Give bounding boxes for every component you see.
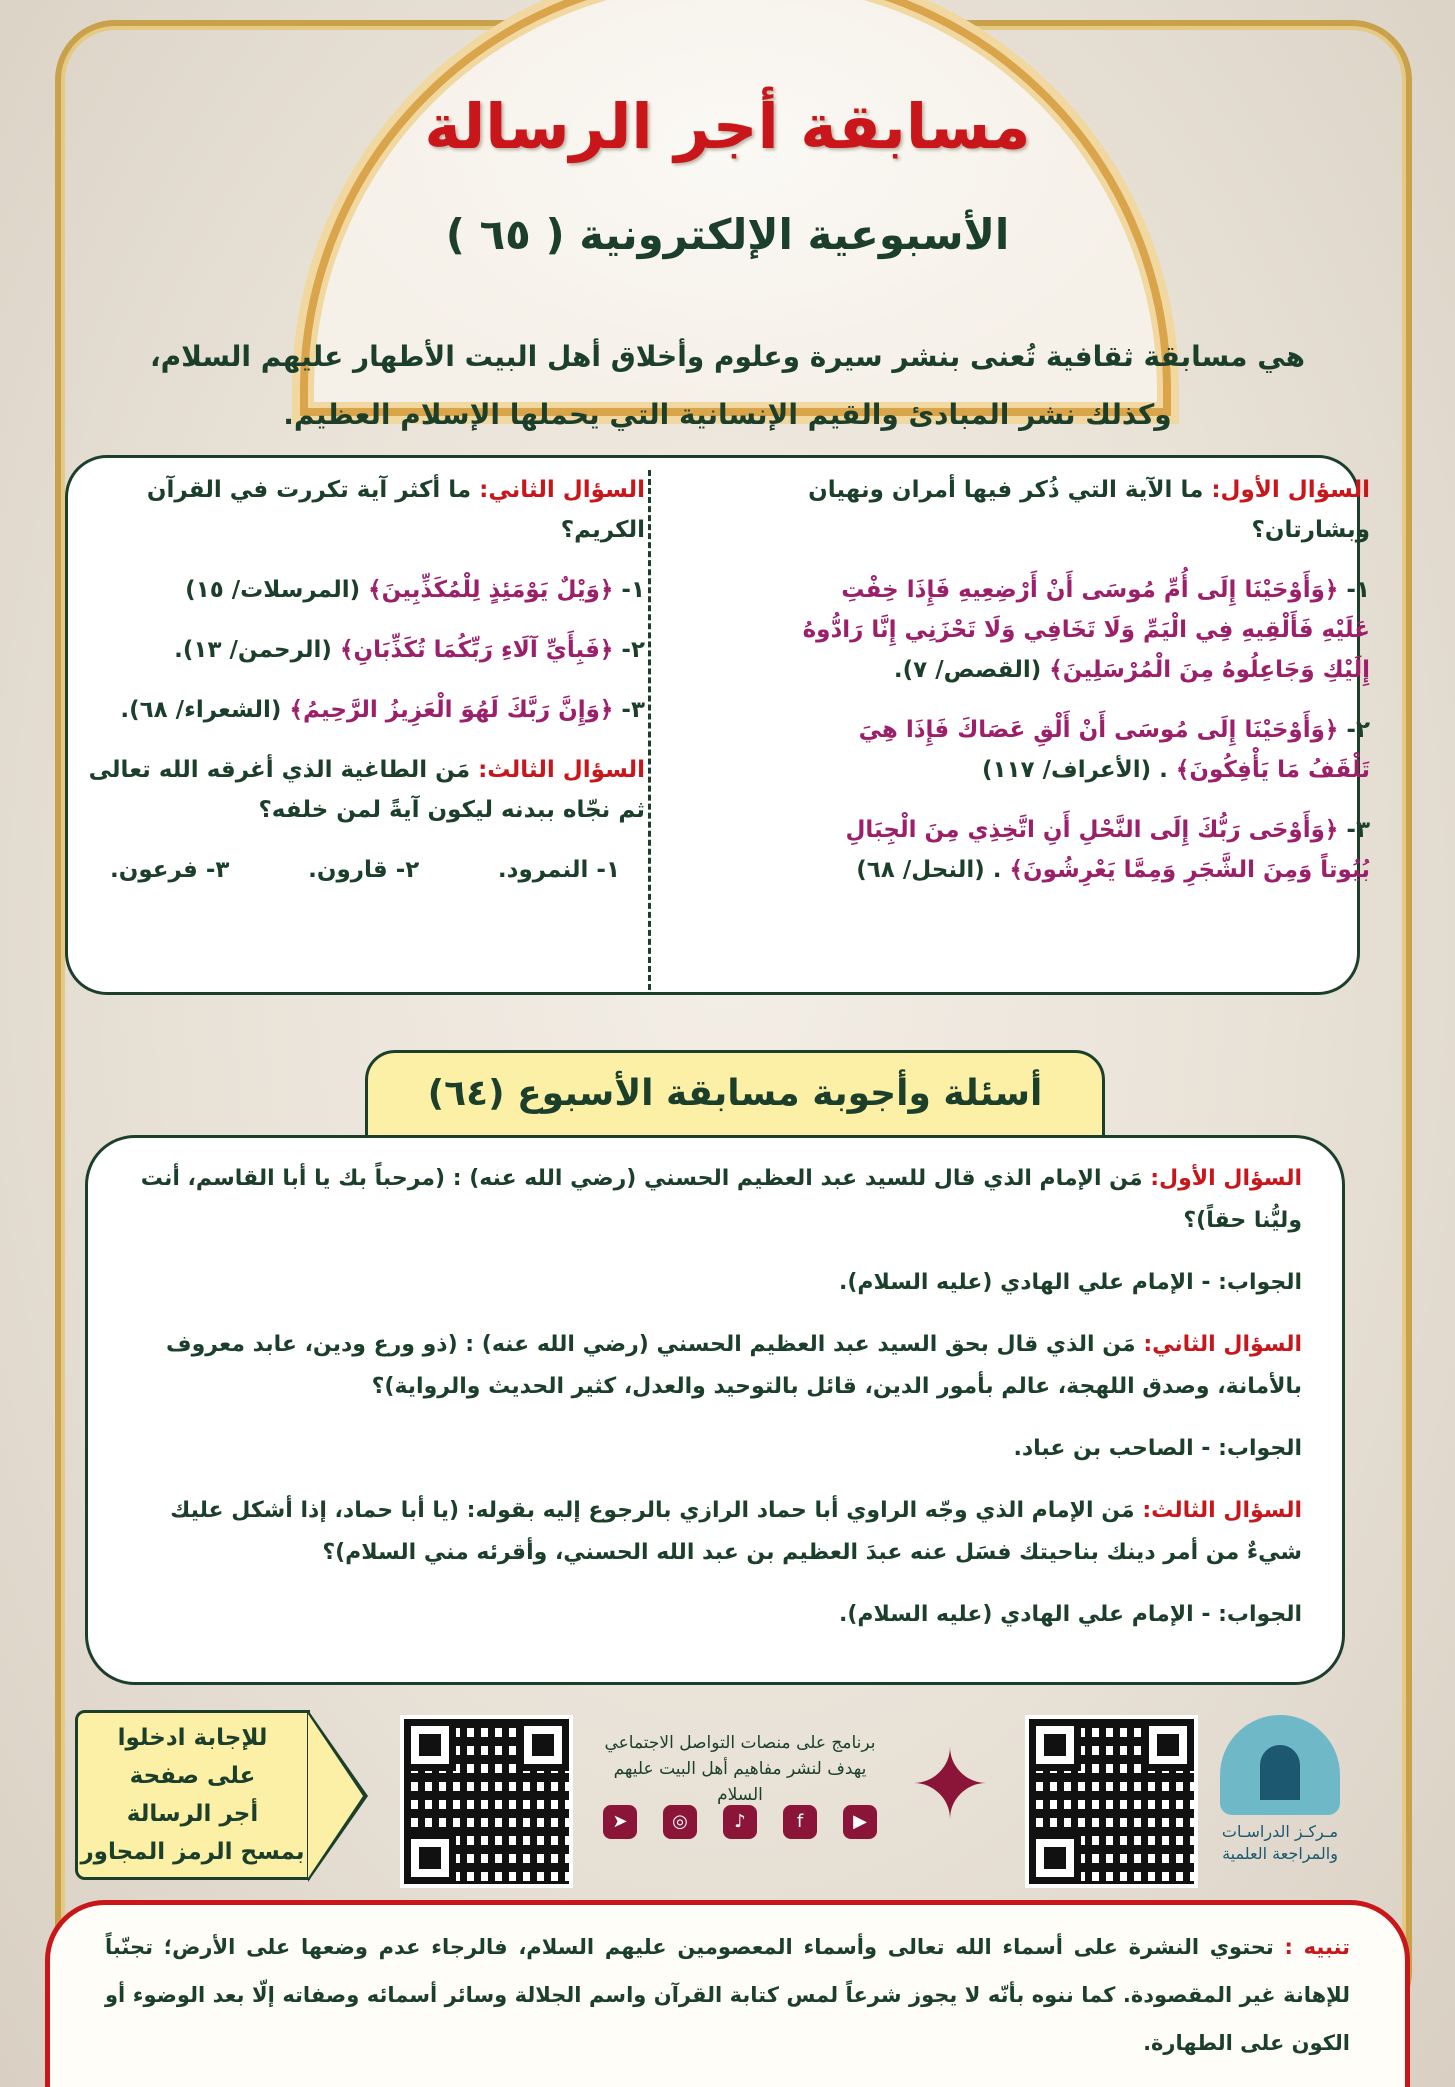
page-subtitle: الأسبوعية الإلكترونية ( ٦٥ ) (445, 210, 1010, 259)
q3-options (85, 850, 645, 890)
instagram-icon[interactable]: ◎ (663, 1805, 697, 1839)
qr-code-right[interactable] (1025, 1715, 1198, 1888)
q1-option-1: ١- ﴿وَأَوْحَيْنَا إِلَى أُمِّ مُوسَى أَنْ أَرْضِعِيهِ فَإِذَا خِفْتِ عَلَيْهِ فَأَلْقِيهِ فِي الْيَمِّ وَلَا تَخَافِي وَلَا تَحْزَنِي إِنَّا رَادُّوهُ إِلَيْكِ وَجَاعِلُوهُ مِنَ الْمُرْسَلِينَ﴾ (القصص/ ٧). (802, 577, 1370, 683)
question-3-text: مَن الطاغية الذي أغرقه الله تعالى ثم نجّاه ببدنه ليكون آيةً لمن خلفه؟ (88, 757, 645, 823)
answer-1: الجواب: - الإمام علي الهادي (عليه السلام). (838, 1270, 1302, 1295)
qr-code-left[interactable] (400, 1715, 573, 1888)
center-dome-icon (1220, 1715, 1340, 1815)
answer-item-3: السؤال الثالث: مَن الإمام الذي وجّه الراوي أبا حماد الرازي بالرجوع إليه بقوله: (يا أبا حماد، إذا أشكل عليك شيءٌ من أمر دينك بناحيتك فسَل عنه عبدَ العظيم بن عبد الله الحسني، وأقرئه مني السلام)؟ (170, 1498, 1302, 1565)
q3-option-1: ١- النمرود. (497, 857, 620, 883)
q1-option-2: ٢- ﴿وَأَوْحَيْنَا إِلَى مُوسَى أَنْ أَلْقِ عَصَاكَ فَإِذَا هِيَ تَلْقَفُ مَا يَأْفِكُونَ﴾ . (الأعراف/ ١١٧) (858, 717, 1370, 783)
q1-option-2-ref: . (الأعراف/ ١١٧) (981, 757, 1168, 783)
q1-option-3: ٣- ﴿وَأَوْحَى رَبُّكَ إِلَى النَّحْلِ أَنِ اتَّخِذِي مِنَ الْجِبَالِ بُيُوتاً وَمِنَ الشَّجَرِ وَمِمَّا يَعْرِشُونَ﴾ . (النحل/ ٦٨) (845, 817, 1370, 883)
cta-box: للإجابة ادخلوا على صفحة أجر الرسالة بمسح الرمز المجاور (75, 1710, 310, 1880)
qr-finder (1029, 1832, 1081, 1884)
cta-arrow-inner (308, 1714, 363, 1878)
intro-line-1: هي مسابقة ثقافية تُعنى بنشر سيرة وعلوم وأخلاق أهل البيت الأطهار عليهم السلام، (150, 340, 1305, 373)
answer-item-1: السؤال الأول: مَن الإمام الذي قال للسيد عبد العظيم الحسني (رضي الله عنه) : (مرحباً بك يا أبا القاسم، أنت وليُّنا حقاً)؟ (140, 1166, 1302, 1233)
facebook-icon[interactable]: f (783, 1805, 817, 1839)
qr-finder (1142, 1719, 1194, 1771)
q2-option-1: ١- ﴿وَيْلٌ يَوْمَئِذٍ لِلْمُكَذِّبِينَ﴾ (المرسلات/ ١٥) (185, 577, 645, 603)
question-1-label: السؤال الأول: (1211, 477, 1370, 503)
notice-text: تحتوي النشرة على أسماء الله تعالى وأسماء المعصومين عليهم السلام، فالرجاء عدم وضعها على الأرض؛ تجنّباً للإهانة غير المقصودة. كما ننوه بأنّه لا يجوز شرعاً لمس كتابة القرآن واسم الجلالة وسائر أسمائه وصفاته إلّا بعد الوضوء أو الكون على الطهارة. (105, 1935, 1350, 2055)
intro-text (150, 328, 1305, 444)
answer-item-2: السؤال الثاني: مَن الذي قال بحق السيد عبد العظيم الحسني (رضي الله عنه) : (ذو ورع ودين، عابد معروف بالأمانة، وصدق اللهجة، عالم بأمور الدين، قائل بالتوحيد والعدل، كثير الحديث والرواية)؟ (166, 1332, 1302, 1399)
page-title: مسابقة أجر الرسالة (424, 90, 1031, 163)
answers-heading: أسئلة وأجوبة مسابقة الأسبوع (٦٤) (365, 1050, 1105, 1138)
tiktok-icon[interactable]: ♪ (723, 1805, 757, 1839)
answer-3: الجواب: - الإمام علي الهادي (عليه السلام). (838, 1602, 1302, 1627)
social-icons (590, 1805, 890, 1839)
question-3-label: السؤال الثالث: (478, 757, 645, 783)
center-name: مـركـز الدراسـات والمراجعة العلمية (1221, 1822, 1339, 1863)
q1-option-1-ref: (القصص/ ٧). (893, 657, 1042, 683)
qr-finder (1029, 1719, 1081, 1771)
question-2-label: السؤال الثاني: (479, 477, 645, 503)
qr-finder (404, 1832, 456, 1884)
center-logo (1205, 1715, 1355, 1890)
q1-option-1-verse: ﴿وَأَوْحَيْنَا إِلَى أُمِّ مُوسَى أَنْ أَرْضِعِيهِ فَإِذَا خِفْتِ عَلَيْهِ فَأَلْقِيهِ فِي الْيَمِّ وَلَا تَخَافِي وَلَا تَحْزَنِي إِنَّا رَادُّوهُ إِلَيْكِ وَجَاعِلُوهُ مِنَ الْمُرْسَلِينَ﴾ (802, 577, 1370, 683)
answer-2: الجواب: - الصاحب بن عباد. (1013, 1436, 1302, 1461)
telegram-icon[interactable]: ➤ (603, 1805, 637, 1839)
q1-option-2-verse: ﴿وَأَوْحَيْنَا إِلَى مُوسَى أَنْ أَلْقِ عَصَاكَ فَإِذَا هِيَ تَلْقَفُ مَا يَأْفِكُونَ﴾ (858, 717, 1370, 783)
q3-option-2: ٢- قارون. (308, 857, 420, 883)
answers-box (85, 1135, 1345, 1685)
q1-option-3-verse: ﴿وَأَوْحَى رَبُّكَ إِلَى النَّحْلِ أَنِ اتَّخِذِي مِنَ الْجِبَالِ بُيُوتاً وَمِنَ الشَّجَرِ وَمِمَّا يَعْرِشُونَ﴾ (845, 817, 1370, 883)
program-logo-icon: ✦ (909, 1729, 991, 1841)
question-2-and-3 (85, 470, 645, 890)
questions-divider (648, 470, 651, 990)
q2-option-3: ٣- ﴿وَإِنَّ رَبَّكَ لَهُوَ الْعَزِيزُ الرَّحِيمُ﴾ (الشعراء/ ٦٨). (120, 697, 645, 723)
intro-line-2: وكذلك نشر المبادئ والقيم الإنسانية التي يحملها الإسلام العظيم. (283, 398, 1172, 431)
q1-option-3-ref: . (النحل/ ٦٨) (856, 857, 1002, 883)
program-description: برنامج على منصات التواصل الاجتماعي يهدف لنشر مفاهيم أهل البيت عليهم السلام (604, 1733, 876, 1805)
question-2-text: ما أكثر آية تكررت في القرآن الكريم؟ (146, 477, 645, 543)
qr-finder (404, 1719, 456, 1771)
youtube-icon[interactable]: ▶ (843, 1805, 877, 1839)
question-1-text: ما الآية التي ذُكر فيها أمران ونهيان وبشارتان؟ (808, 477, 1370, 543)
question-1 (800, 470, 1370, 910)
q3-option-3: ٣- فرعون. (110, 857, 230, 883)
notice-label: تنبيه : (1284, 1935, 1350, 1959)
notice-box (45, 1900, 1410, 2087)
q2-option-2: ٢- ﴿فَبِأَيِّ آلَاءِ رَبِّكُمَا تُكَذِّبَانِ﴾ (الرحمن/ ١٣). (174, 637, 645, 663)
qr-finder (517, 1719, 569, 1771)
